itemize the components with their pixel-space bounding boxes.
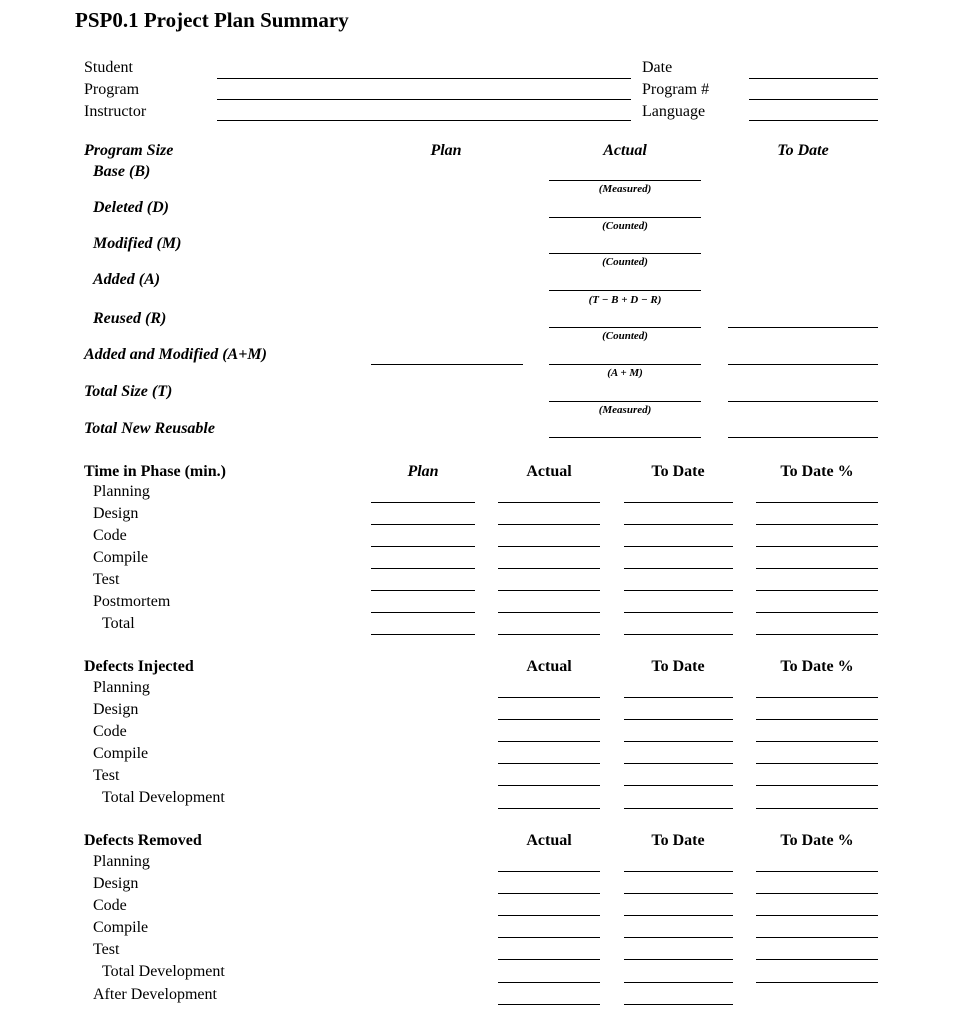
added-modified-label: Added and Modified (A+M) — [84, 346, 267, 363]
program-size-heading: Program Size — [84, 142, 174, 159]
tip-total-to-date[interactable] — [624, 634, 733, 635]
added-actual-field[interactable] — [549, 290, 701, 291]
tip-design-label: Design — [93, 505, 139, 522]
student-label: Student — [84, 59, 133, 76]
di-test-to-date[interactable] — [624, 785, 733, 786]
tip-compile-to-date[interactable] — [624, 568, 733, 569]
di-to-date-pct-header: To Date % — [780, 658, 854, 675]
actual-column-header: Actual — [603, 142, 647, 159]
tip-code-plan[interactable] — [371, 546, 475, 547]
tip-postmortem-to-date[interactable] — [624, 612, 733, 613]
date-label: Date — [642, 59, 673, 76]
instructor-field[interactable] — [217, 120, 631, 121]
reused-actual-field[interactable] — [549, 327, 701, 328]
dr-design-actual[interactable] — [498, 893, 600, 894]
total-size-note: (Measured) — [598, 404, 652, 416]
tip-design-plan[interactable] — [371, 524, 475, 525]
di-planning-label: Planning — [93, 679, 150, 696]
dr-compile-to-date-pct[interactable] — [756, 937, 878, 938]
total-size-to-date-field[interactable] — [728, 401, 878, 402]
di-total-to-date[interactable] — [624, 808, 733, 809]
dr-total-development-label: Total Development — [102, 963, 225, 980]
base-actual-field[interactable] — [549, 180, 701, 181]
di-test-to-date-pct[interactable] — [756, 785, 878, 786]
dr-test-label: Test — [93, 941, 120, 958]
total-size-label: Total Size (T) — [84, 383, 173, 400]
tip-plan-header: Plan — [407, 463, 439, 480]
dr-test-to-date-pct[interactable] — [756, 959, 878, 960]
page-title: PSP0.1 Project Plan Summary — [75, 8, 349, 32]
dr-planning-to-date-pct[interactable] — [756, 871, 878, 872]
dr-compile-to-date[interactable] — [624, 937, 733, 938]
tip-total-label: Total — [102, 615, 135, 632]
reused-note: (Counted) — [602, 330, 648, 342]
di-code-to-date-pct[interactable] — [756, 741, 878, 742]
tip-test-to-date[interactable] — [624, 590, 733, 591]
dr-after-actual[interactable] — [498, 1004, 600, 1005]
di-to-date-header: To Date — [651, 658, 705, 675]
di-total-to-date-pct[interactable] — [756, 808, 878, 809]
dr-design-to-date[interactable] — [624, 893, 733, 894]
program-label: Program — [84, 81, 140, 98]
di-design-actual[interactable] — [498, 719, 600, 720]
added-modified-to-date-field[interactable] — [728, 364, 878, 365]
di-actual-header: Actual — [526, 658, 572, 675]
tip-postmortem-to-date-pct[interactable] — [756, 612, 878, 613]
added-label: Added (A) — [93, 271, 161, 288]
di-code-label: Code — [93, 723, 127, 740]
reused-to-date-field[interactable] — [728, 327, 878, 328]
dr-total-to-date-pct[interactable] — [756, 982, 878, 983]
tip-code-actual[interactable] — [498, 546, 600, 547]
tip-actual-header: Actual — [526, 463, 572, 480]
di-total-development-label: Total Development — [102, 789, 225, 806]
dr-after-to-date[interactable] — [624, 1004, 733, 1005]
di-test-actual[interactable] — [498, 785, 600, 786]
modified-note: (Counted) — [602, 256, 648, 268]
di-code-actual[interactable] — [498, 741, 600, 742]
tip-code-label: Code — [93, 527, 127, 544]
di-test-label: Test — [93, 767, 120, 784]
tip-compile-label: Compile — [93, 549, 149, 566]
defects-injected-heading: Defects Injected — [84, 658, 194, 675]
di-code-to-date[interactable] — [624, 741, 733, 742]
dr-design-label: Design — [93, 875, 139, 892]
program-number-label: Program # — [642, 81, 710, 98]
tip-code-to-date[interactable] — [624, 546, 733, 547]
dr-total-to-date[interactable] — [624, 982, 733, 983]
date-field[interactable] — [749, 78, 878, 79]
tip-test-to-date-pct[interactable] — [756, 590, 878, 591]
dr-to-date-pct-header: To Date % — [780, 832, 854, 849]
reused-label: Reused (R) — [93, 310, 167, 327]
dr-total-actual[interactable] — [498, 982, 600, 983]
di-total-actual[interactable] — [498, 808, 600, 809]
tip-compile-plan[interactable] — [371, 568, 475, 569]
tip-to-date-header: To Date — [651, 463, 705, 480]
language-label: Language — [642, 103, 706, 120]
deleted-note: (Counted) — [602, 220, 648, 232]
added-modified-note: (A + M) — [607, 367, 643, 379]
dr-planning-to-date[interactable] — [624, 871, 733, 872]
tip-planning-plan[interactable] — [371, 502, 475, 503]
tip-postmortem-plan[interactable] — [371, 612, 475, 613]
dr-code-to-date-pct[interactable] — [756, 915, 878, 916]
dr-code-actual[interactable] — [498, 915, 600, 916]
time-in-phase-heading: Time in Phase (min.) — [84, 463, 226, 480]
dr-design-to-date-pct[interactable] — [756, 893, 878, 894]
tip-test-actual[interactable] — [498, 590, 600, 591]
modified-label: Modified (M) — [93, 235, 182, 252]
dr-test-to-date[interactable] — [624, 959, 733, 960]
added-modified-plan-field[interactable] — [371, 364, 523, 365]
total-size-actual-field[interactable] — [549, 401, 701, 402]
total-new-reusable-actual-field[interactable] — [549, 437, 701, 438]
program-number-field[interactable] — [749, 99, 878, 100]
dr-planning-label: Planning — [93, 853, 150, 870]
student-field[interactable] — [217, 78, 631, 79]
tip-postmortem-actual[interactable] — [498, 612, 600, 613]
tip-code-to-date-pct[interactable] — [756, 546, 878, 547]
tip-test-plan[interactable] — [371, 590, 475, 591]
tip-compile-to-date-pct[interactable] — [756, 568, 878, 569]
tip-design-to-date-pct[interactable] — [756, 524, 878, 525]
tip-design-to-date[interactable] — [624, 524, 733, 525]
tip-postmortem-label: Postmortem — [93, 593, 171, 610]
di-design-to-date[interactable] — [624, 719, 733, 720]
dr-after-development-label: After Development — [93, 986, 217, 1003]
di-design-label: Design — [93, 701, 139, 718]
tip-design-actual[interactable] — [498, 524, 600, 525]
tip-planning-label: Planning — [93, 483, 150, 500]
dr-compile-actual[interactable] — [498, 937, 600, 938]
dr-test-actual[interactable] — [498, 959, 600, 960]
instructor-label: Instructor — [84, 103, 147, 120]
di-planning-to-date[interactable] — [624, 697, 733, 698]
tip-total-to-date-pct[interactable] — [756, 634, 878, 635]
dr-code-label: Code — [93, 897, 127, 914]
dr-to-date-header: To Date — [651, 832, 705, 849]
tip-total-plan[interactable] — [371, 634, 475, 635]
added-note: (T − B + D − R) — [588, 294, 662, 306]
dr-compile-label: Compile — [93, 919, 149, 936]
tip-total-actual[interactable] — [498, 634, 600, 635]
deleted-label: Deleted (D) — [93, 199, 169, 216]
plan-column-header: Plan — [430, 142, 462, 159]
tip-compile-actual[interactable] — [498, 568, 600, 569]
tip-to-date-pct-header: To Date % — [780, 463, 854, 480]
base-note: (Measured) — [598, 183, 652, 195]
di-design-to-date-pct[interactable] — [756, 719, 878, 720]
di-compile-label: Compile — [93, 745, 149, 762]
modified-actual-field[interactable] — [549, 253, 701, 254]
di-compile-actual[interactable] — [498, 763, 600, 764]
defects-removed-heading: Defects Removed — [84, 832, 202, 849]
tip-planning-actual[interactable] — [498, 502, 600, 503]
tip-planning-to-date-pct[interactable] — [756, 502, 878, 503]
total-new-reusable-to-date-field[interactable] — [728, 437, 878, 438]
to-date-column-header: To Date — [777, 142, 829, 159]
deleted-actual-field[interactable] — [549, 217, 701, 218]
added-modified-actual-field[interactable] — [549, 364, 701, 365]
total-new-reusable-label: Total New Reusable — [84, 420, 215, 437]
dr-planning-actual[interactable] — [498, 871, 600, 872]
language-field[interactable] — [749, 120, 878, 121]
di-compile-to-date-pct[interactable] — [756, 763, 878, 764]
di-planning-actual[interactable] — [498, 697, 600, 698]
program-field[interactable] — [217, 99, 631, 100]
di-planning-to-date-pct[interactable] — [756, 697, 878, 698]
di-compile-to-date[interactable] — [624, 763, 733, 764]
dr-actual-header: Actual — [526, 832, 572, 849]
base-label: Base (B) — [93, 163, 151, 180]
tip-test-label: Test — [93, 571, 120, 588]
tip-planning-to-date[interactable] — [624, 502, 733, 503]
dr-code-to-date[interactable] — [624, 915, 733, 916]
